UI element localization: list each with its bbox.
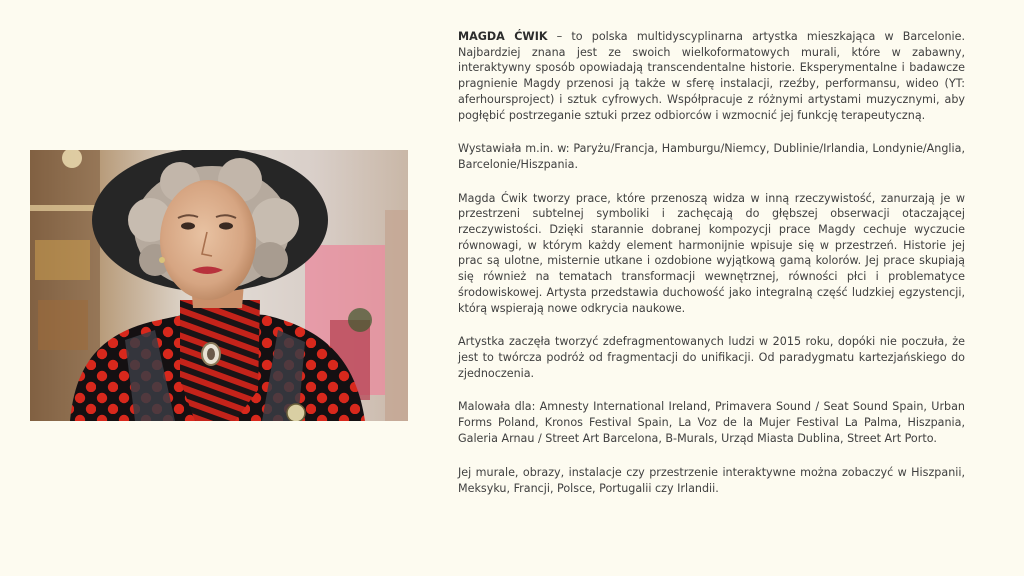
bio-paragraph-clients: Malowała dla: Amnesty International Ireland, Primavera Sound / Seat Sound Spain, Urban Forms Poland, Kronos Festival Spain, La Voz de la Mujer Festival La Palma, Hiszpania, Galeria Arnau / Street Art Barcelona, B-Murals, Urząd Miasta Dublina, Street Art Porto.	[458, 400, 965, 445]
bio-intro-text: – to polska multidyscyplinarna artystka mieszkająca w Barcelonie. Najbardziej znana jest ze swoich wielkoformatowych murali, które w zabawny, interaktywny sposób opowiadają transcendentalne historie. Eksperymentalne i badawcze pragnienie Magdy przenosi ją także w sferę instalacji, rzeźby, performansu, wideo (YT: aferhoursproject) i sztuk cyfrowych. Współpracuje z różnymi artystami muzycznymi, aby pogłębić postrzeganie sztuki przez odbiorców i wzmocnić jej funkcję terapeutyczną.	[458, 30, 965, 122]
bio-paragraph-intro	[458, 29, 965, 123]
bio-paragraph-exhibitions: Wystawiała m.in. w: Paryżu/Francja, Hamburgu/Niemcy, Dublinie/Irlandia, Londynie/Anglia, Barcelonie/Hiszpania.	[458, 142, 965, 171]
artist-portrait-photo	[30, 150, 408, 421]
bio-paragraph-works: Magda Ćwik tworzy prace, które przenoszą widza w inną rzeczywistość, zanurzają je w przestrzeni subtelnej symboliki i zachęcają do głębszej obserwacji otaczającej rzeczywistości. Dzięki starannie dobranej kompozycji prace Magdy cechuje wyczucie równowagi, w którym każdy element harmonijnie wpisuje się w przestrzeń. Historie jej prac są ulotne, misternie utkane i ozdobione wyjątkową gamą kolorów. Jej prace skupiają się również na tematach transformacji wewnętrznej, równości płci i problematyce środowiskowej. Artysta przedstawia duchowość jako integralną część ludzkiej egzystencji, którą wspierają nowe odkrycia naukowe.	[458, 191, 965, 315]
artist-bio	[458, 29, 965, 497]
bio-paragraph-locations: Jej murale, obrazy, instalacje czy przestrzenie interaktywne można zobaczyć w Hiszpanii, Meksyku, Francji, Polsce, Portugalii czy Irlandii.	[458, 466, 965, 496]
bio-paragraph-fragmentation: Artystka zaczęła tworzyć zdefragmentowanych ludzi w 2015 roku, dopóki nie poczuła, że jest to twórcza podróż od fragmentacji do unifikacji. Od paradygmatu kartezjańskiego do zjednoczenia.	[458, 335, 965, 380]
artist-name: MAGDA ĆWIK	[458, 30, 548, 43]
